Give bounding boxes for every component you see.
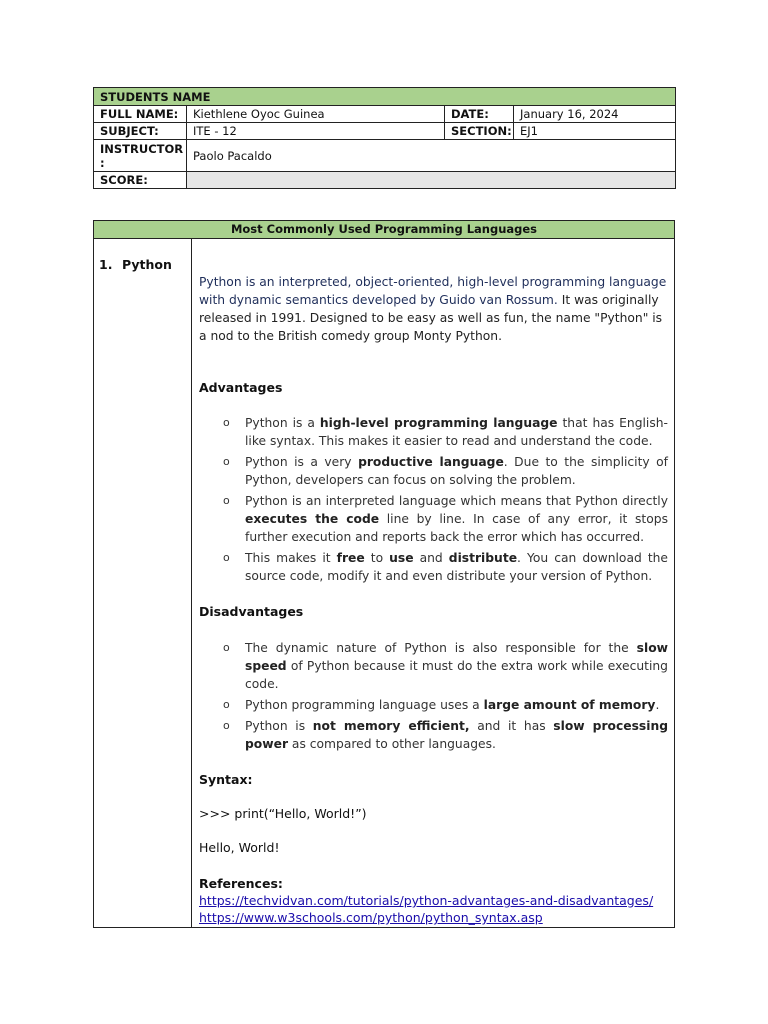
section-value: EJ1 — [514, 123, 676, 140]
disadvantage-item: o Python is not memory efficient, and it has slow processing power as compared to other languages. — [199, 717, 668, 753]
advantage-item: o Python is an interpreted language which means that Python directly executes the code line by line. In case of any error, it stops further execution and reports back the error which has occurred. — [199, 492, 668, 546]
instructor-value: Paolo Pacaldo — [187, 140, 676, 172]
full-name-label: FULL NAME: — [94, 106, 187, 123]
language-title — [99, 257, 172, 272]
subject-label: SUBJECT: — [94, 123, 187, 140]
languages-table — [93, 220, 675, 928]
intro-highlight-text: Python is an interpreted, object-oriented, high-level programming language with dynamic semantics developed by Guido van Rossum. — [199, 275, 667, 307]
language-name-column — [94, 239, 192, 927]
code-output: Hello, World! — [199, 840, 280, 855]
disadvantage-item: o Python programming language uses a large amount of memory. — [199, 696, 668, 714]
advantages-list — [199, 414, 668, 588]
advantage-item: o Python is a high-level programming language that has English-like syntax. This makes it easier to read and understand the code. — [199, 414, 668, 450]
intro-rest-text: It was originally released in 1991. Designed to be easy as well as fun, the name "Python" is a nod to the British comedy group Monty Python. — [199, 293, 663, 343]
student-info-table — [93, 87, 676, 189]
reference-link-w3schools[interactable]: https://www.w3schools.com/python/python_syntax.asp — [199, 910, 543, 925]
python-intro-paragraph — [199, 273, 668, 345]
syntax-heading: Syntax: — [199, 772, 253, 787]
full-name-value: Kiethlene Oyoc Guinea — [187, 106, 445, 123]
date-label: DATE: — [445, 106, 514, 123]
advantages-heading: Advantages — [199, 380, 283, 395]
references-heading: References: — [199, 876, 283, 891]
advantage-item: o Python is a very productive language. Due to the simplicity of Python, developers can focus on solving the problem. — [199, 453, 668, 489]
languages-table-header: Most Commonly Used Programming Languages — [94, 221, 674, 239]
score-label: SCORE: — [94, 172, 187, 189]
score-value — [187, 172, 676, 189]
section-label: SECTION: — [445, 123, 514, 140]
disadvantages-list — [199, 639, 668, 756]
language-name: Python — [122, 257, 172, 272]
disadvantages-heading: Disadvantages — [199, 604, 304, 619]
language-number: 1. — [99, 257, 113, 272]
students-name-header: STUDENTS NAME — [94, 88, 676, 106]
code-example: >>> print(“Hello, World!”) — [199, 806, 367, 821]
instructor-label: INSTRUCTOR : — [94, 140, 187, 172]
subject-value: ITE - 12 — [187, 123, 445, 140]
date-value: January 16, 2024 — [514, 106, 676, 123]
disadvantage-item: o The dynamic nature of Python is also responsible for the slow speed of Python because it must do the extra work while executing code. — [199, 639, 668, 693]
advantage-item: o This makes it free to use and distribute. You can download the source code, modify it and even distribute your version of Python. — [199, 549, 668, 585]
reference-link-techvidvan[interactable]: https://techvidvan.com/tutorials/python-advantages-and-disadvantages/ — [199, 893, 654, 908]
